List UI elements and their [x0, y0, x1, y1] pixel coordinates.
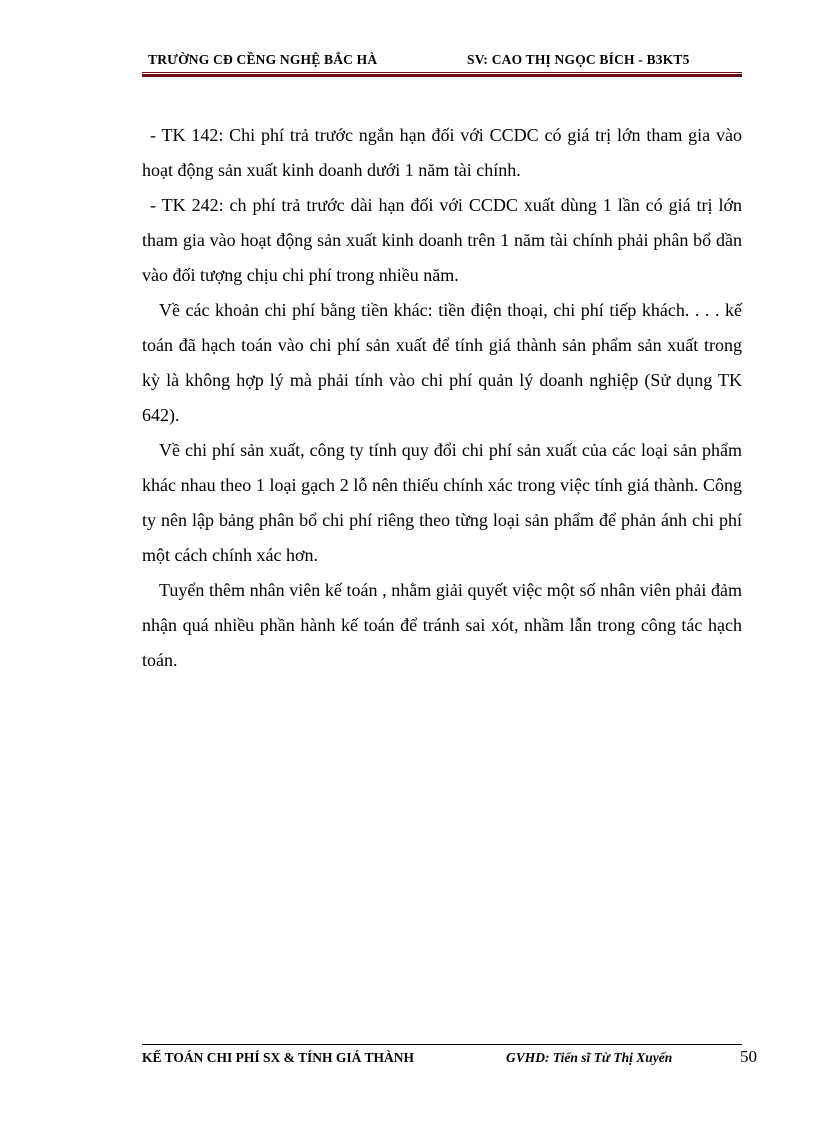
- footer-rule: [142, 1044, 742, 1045]
- paragraph-tk142: - TK 142: Chi phí trả trước ngắn hạn đối với CCDC có giá trị lớn tham gia vào hoạt động sản xuất kinh doanh dưới 1 năm tài chính.: [142, 125, 742, 180]
- page-footer: [142, 1047, 762, 1069]
- paragraph-other-costs: Về các khoản chi phí bằng tiền khác: tiền điện thoại, chi phí tiếp khách. . . . kế toán đã hạch toán vào chi phí sản xuất để tính giá thành sản phẩm sản xuất trong kỳ là không hợp lý mà phải tính vào chi phí quản lý doanh nghiệp (Sử dụng TK 642).: [142, 300, 742, 425]
- header-school: TRƯỜNG CĐ CỀNG NGHỆ BẮC HÀ: [148, 52, 378, 67]
- paragraph-staffing: Tuyển thêm nhân viên kế toán , nhằm giải quyết việc một số nhân viên phải đảm nhận quá nhiều phần hành kế toán để tránh sai xót, nhầm lẫn trong công tác hạch toán.: [142, 580, 742, 670]
- header-rule-thick: [142, 74, 742, 77]
- footer-advisor: GVHD: Tiến sĩ Từ Thị Xuyến: [506, 1050, 673, 1065]
- page-header: [142, 52, 742, 72]
- page-number: 50: [740, 1047, 757, 1066]
- footer-title: KẾ TOÁN CHI PHÍ SX & TÍNH GIÁ THÀNH: [142, 1050, 415, 1065]
- header-student: SV: CAO THỊ NGỌC BÍCH - B3KT5: [467, 52, 690, 67]
- document-body: [142, 118, 742, 678]
- header-rule-thin: [142, 72, 742, 73]
- paragraph-tk242: - TK 242: ch phí trả trước dài hạn đối với CCDC xuất dùng 1 lần có giá trị lớn tham gia vào hoạt động sản xuất kinh doanh trên 1 năm tài chính phải phân bổ dần vào đối tượng chịu chi phí trong nhiều năm.: [142, 195, 742, 285]
- paragraph-production-costs: Về chi phí sản xuất, công ty tính quy đổi chi phí sản xuất của các loại sản phẩm khác nhau theo 1 loại gạch 2 lỗ nên thiếu chính xác trong việc tính giá thành. Công ty nên lập bảng phân bổ chi phí riêng theo từng loại sản phẩm để phản ánh chi phí một cách chính xác hơn.: [142, 440, 742, 565]
